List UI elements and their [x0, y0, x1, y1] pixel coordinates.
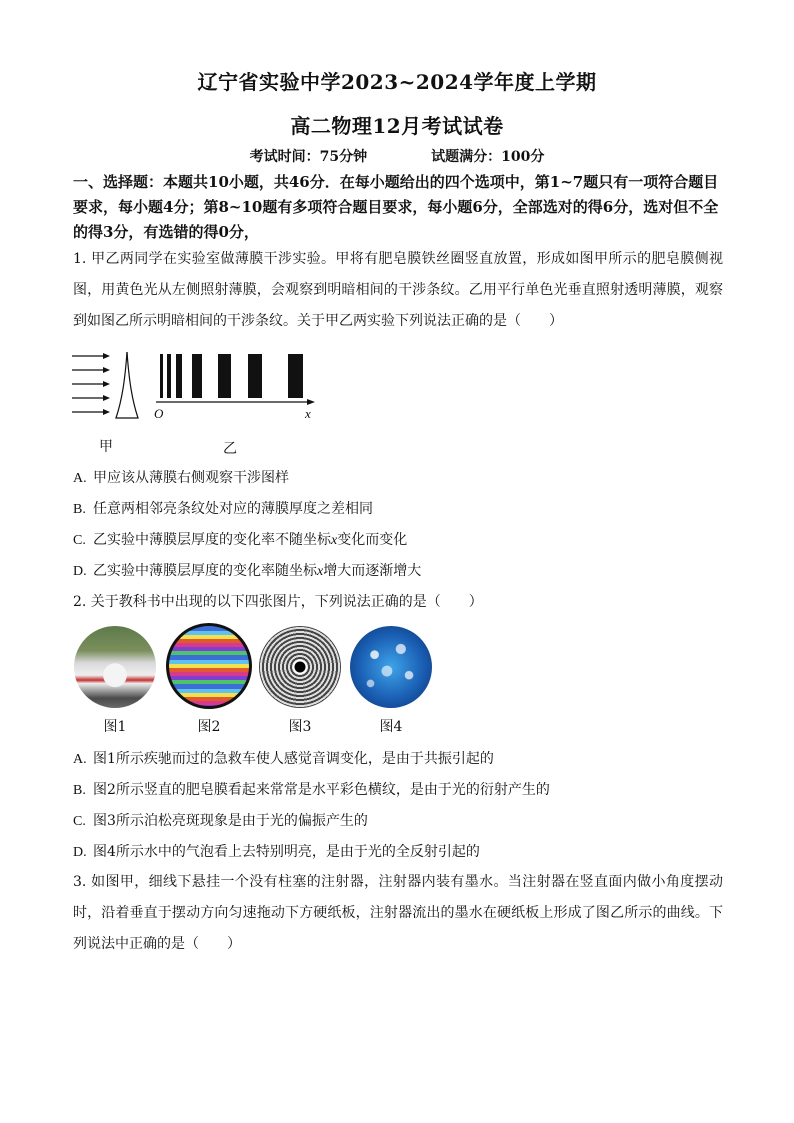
q2-option-a[interactable]: A. 图1所示疾驰而过的急救车使人感觉音调变化，是由于共振引起的: [73, 751, 494, 767]
exam-title: 辽宁省实验中学2023~2024学年度上学期: [197, 70, 597, 94]
q1-figure-b: [152, 352, 322, 424]
fringe-stripe: [218, 354, 231, 398]
soap-film-wedge: [116, 352, 138, 418]
axis-origin-label: O: [154, 406, 164, 421]
fringe-stripe: [160, 354, 163, 398]
fringe-stripe: [248, 354, 262, 398]
fringe-stripe: [167, 354, 171, 398]
figure-1-label: 图1: [103, 719, 127, 735]
exam-time: 考试时间：75分钟: [249, 149, 368, 165]
exam-subtitle: 高二物理12月考试试卷: [290, 114, 504, 138]
q2-stem: 2. 关于教科书中出现的以下四张图片，下列说法正确的是（ ）: [73, 594, 483, 610]
q1-stem: 1. 甲乙两同学在实验室做薄膜干涉实验。甲将有肥皂膜铁丝圈竖直放置，形成如图甲所示的肥皂膜侧视图，用黄色光从左侧照射薄膜，会观察到明暗相间的干涉条纹。乙用平行单色光垂直照射透明薄膜，观察到如图乙所示明暗相间的干涉条纹。关于甲乙两实验下列说法正确的是（ ）: [73, 251, 723, 329]
exam-meta: [0, 146, 794, 166]
q1-figure-a: [70, 350, 150, 422]
q2-option-d[interactable]: D. 图4所示水中的气泡看上去特别明亮，是由于光的全反射引起的: [73, 844, 480, 860]
section-instructions: 一、选择题：本题共10小题，共46分．在每小题给出的四个选项中，第1~7题只有一项符合题目要求，每小题4分；第8~10题有多项符合题目要求，每小题6分，全部选对的得6分，选对但不全的得3分，有选错的得0分，: [73, 173, 719, 241]
q1-option-d[interactable]: D. 乙实验中薄膜层厚度的变化率随坐标x增大而逐渐增大: [73, 563, 422, 579]
q2-option-b[interactable]: B. 图2所示竖直的肥皂膜看起来常常是水平彩色横纹，是由于光的衍射产生的: [73, 782, 550, 798]
full-score: 试题满分：100分: [431, 149, 545, 165]
q1-option-c[interactable]: C. 乙实验中薄膜层厚度的变化率不随坐标x变化而变化: [73, 532, 408, 548]
figure-3-label: 图3: [288, 719, 312, 735]
fringe-stripe: [192, 354, 202, 398]
ambulance-photo: [74, 626, 156, 708]
q3-stem: 3. 如图甲，细线下悬挂一个没有柱塞的注射器，注射器内装有墨水。当注射器在竖直面内做小角度摆动时，沿着垂直于摆动方向匀速拖动下方硬纸板，注射器流出的墨水在硬纸板上形成了图乙所示的曲线。下列说法中正确的是（ ）: [73, 874, 723, 952]
axis-x-label: x: [305, 406, 311, 421]
water-bubbles-photo: [350, 626, 432, 708]
poisson-spot-photo: [259, 626, 341, 708]
q1-option-a[interactable]: A. 甲应该从薄膜右侧观察干涉图样: [73, 470, 289, 486]
fig-b-label: 乙: [223, 441, 237, 457]
soap-film-photo: [166, 623, 252, 709]
q2-option-c[interactable]: C. 图3所示泊松亮斑现象是由于光的偏振产生的: [73, 813, 368, 829]
figure-4-label: 图4: [379, 719, 403, 735]
fringe-stripe: [176, 354, 182, 398]
fig-a-label: 甲: [99, 439, 113, 455]
fringe-stripe: [288, 354, 303, 398]
figure-2-label: 图2: [197, 719, 221, 735]
q1-option-b[interactable]: B. 任意两相邻亮条纹处对应的薄膜厚度之差相同: [73, 501, 373, 517]
